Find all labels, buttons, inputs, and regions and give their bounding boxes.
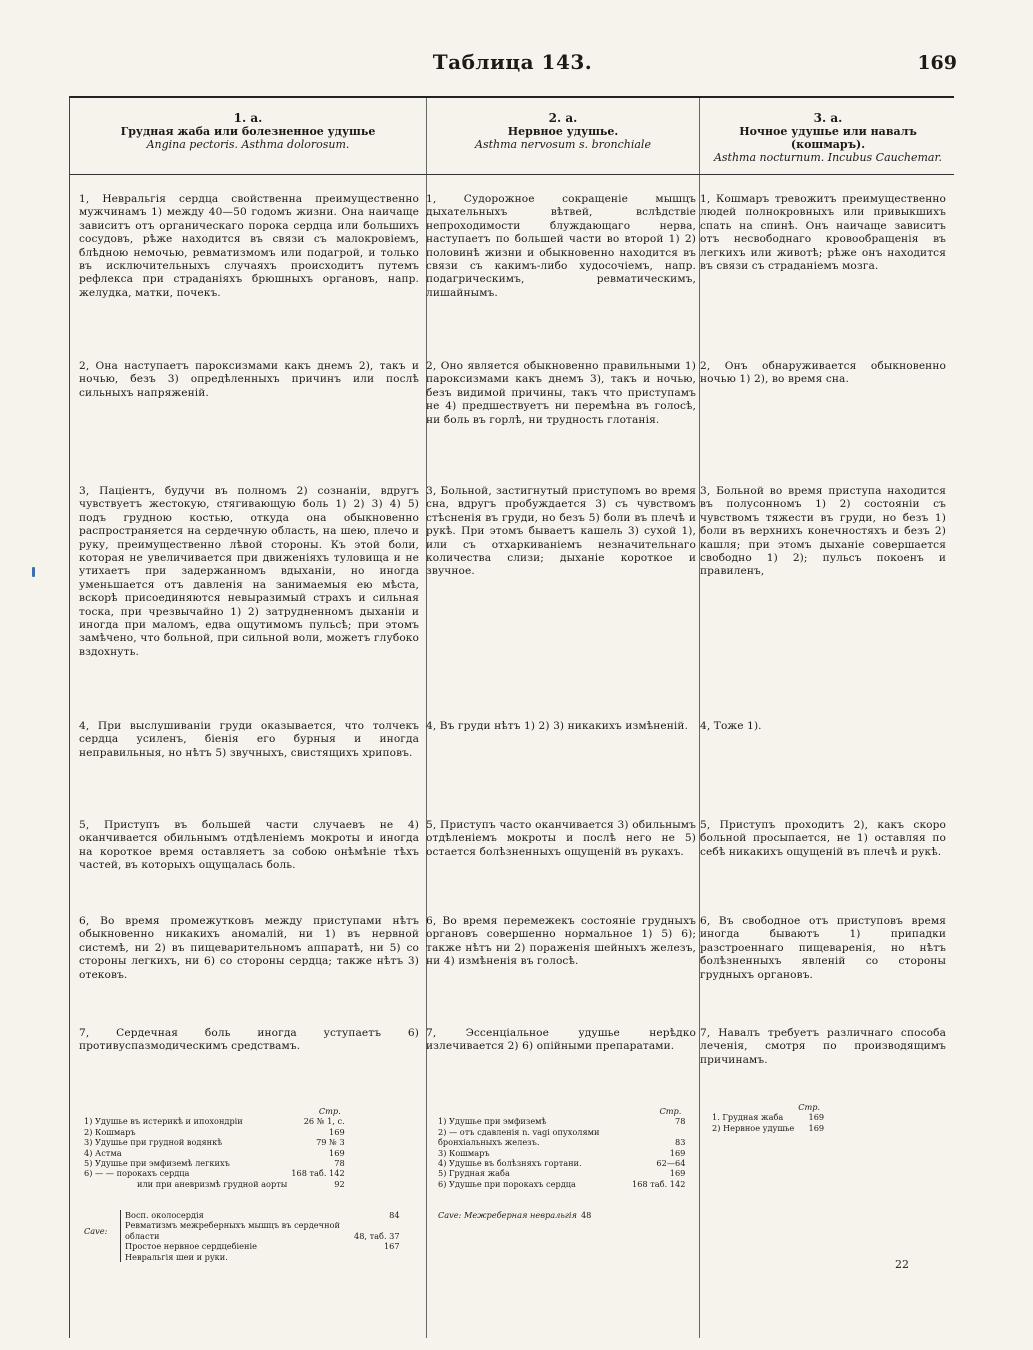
cave-block-col-1: [84, 1210, 424, 1270]
header-rule: [70, 174, 954, 175]
footnote-item: 2) Кошмаръ 169: [84, 1126, 345, 1137]
footnote-item: 1) Удушье при эмфиземѣ 78: [438, 1116, 686, 1127]
cave-label: Cave:: [84, 1226, 108, 1236]
footnote-item: 3) Кошмаръ 169: [438, 1147, 686, 1158]
column-number: 3. a.: [813, 111, 843, 125]
column-header-2: [432, 112, 694, 151]
cave-item: Ревматизмъ межреберныхъ мышцъ въ сердечной области: [125, 1220, 340, 1241]
row-2-col-1: 2, Она наступаетъ пароксизмами какъ днемъ 2), такъ и ночью, безъ 3) опредѣленныхъ причинъ или послѣ сильныхъ напряженій.: [79, 360, 419, 399]
footnote-item: 1. Грудная жаба 169: [712, 1112, 825, 1123]
row-1-col-2: 1, Судорожное сокращеніе мышцъ дыхательныхъ вѣтвей, вслѣдствіе непроходимости блуждающаго нерва, наступаетъ по большей части во второй 1) 2) половинѣ жизни и обыкновенно находится въ связи съ какимъ-либо худосочіемъ, напр. подагрическимъ, ревматическимъ, лишайнымъ.: [426, 193, 696, 299]
row-5-col-2: 5, Приступъ часто оканчивается 3) обильнымъ отдѣленіемъ мокроты и послѣ него не 5) остается болѣзненныхъ ощущеній въ рукахъ.: [426, 819, 696, 858]
column-header-1: [78, 112, 418, 151]
row-3-col-3: 3, Больной во время приступа находится въ полусонномъ 1) 2) состояніи съ чувствомъ тяжести въ груди, но безъ 1) боли въ верхнихъ конечностяхъ и безъ 2) кашля; при этомъ дыханіе совершается свободно 1) 2); пульсъ покоенъ и правиленъ,: [700, 485, 946, 578]
cave-item: Невральгія шеи и руки.: [125, 1251, 228, 1262]
footnotes-col-2: [436, 1106, 696, 1189]
column-title-la: Angina pectoris. Asthma dolorosum.: [146, 138, 350, 151]
row-6-col-1: 6, Во время промежутковъ между приступами нѣтъ обыкновенно никакихъ аномалій, ни 1) въ нервной системѣ, ни 2) въ пищеварительномъ аппаратѣ, ни 5) со стороны легкихъ, ни 6) со стороны сердца; также нѣтъ 3) отековъ.: [79, 915, 419, 981]
page-title: Таблица 143.: [432, 50, 593, 74]
footnote-item: 6) Удушье при порокахъ сердца 168 таб. 142: [438, 1178, 686, 1189]
row-7-col-1: 7, Сердечная боль иногда уступаетъ 6) противуспазмодическимъ средствамъ.: [79, 1027, 419, 1053]
row-5-col-1: 5, Приступъ въ большей части случаевъ не 4) оканчивается обильнымъ отдѣленіемъ мокроты и иногда на короткое время оставляетъ за собою онѣмѣніе тѣхъ частей, въ которыхъ ощущалась боль.: [79, 819, 419, 872]
row-7-col-3: 7, Навалъ требуетъ различнаго способа леченія, смотря по производящимъ причинамъ.: [700, 1027, 946, 1066]
row-4-col-1: 4, При выслушиваніи груди оказывается, что толчекъ сердца усиленъ, біенія его бурныя и иногда неправильныя, но нѣтъ 5) звучныхъ, свистящихъ хриповъ.: [79, 720, 419, 759]
footnotes-col-1: [82, 1106, 422, 1189]
column-header-3: [703, 112, 953, 164]
page-number: 169: [917, 52, 957, 74]
column-title-la: Asthma nervosum s. bronchiale: [475, 138, 651, 151]
row-3-col-2: 3, Больной, застигнутый приступомъ во время сна, вдругъ пробуждается 3) съ чувствомъ стѣсненія въ груди, но безъ 5) боли въ плечѣ и рукѣ. При этомъ бываетъ кашель 3) сухой 1), или съ отхаркиваніемъ незначительнаго количества слизи; дыханіе короткое и звучное.: [426, 485, 696, 578]
column-number: 2. a.: [548, 111, 578, 125]
row-1-col-1: 1, Невральгія сердца свойственна преимущественно мужчинамъ 1) между 40—50 годомъ жизни. Она наичаще зависитъ отъ органическаго порока сердца или большихъ сосудовъ, рѣже находится въ связи съ малокровіемъ, блѣдною немочью, ревматизмомъ или подагрой, и только въ исключительныхъ случаяхъ происходитъ путемъ рефлекса при страданіяхъ брюшныхъ органовъ, напр. желудка, матки, почекъ.: [79, 193, 419, 299]
cave-item: Cave: Межреберная невральгія: [438, 1210, 577, 1220]
footnote-item: 6) — — порокахъ сердца 168 таб. 142: [84, 1168, 345, 1179]
row-7-col-2: 7, Эссенціальное удушье нерѣдко излечивается 2) 6) опійными препаратами.: [426, 1027, 696, 1053]
footnote-item: 5) Грудная жаба 169: [438, 1168, 686, 1179]
signature-mark: 22: [895, 1258, 909, 1271]
row-4-col-2: 4, Въ груди нѣтъ 1) 2) 3) никакихъ измѣненій.: [426, 720, 689, 732]
row-5-col-3: 5, Приступъ проходитъ 2), какъ скоро больной просыпается, не 1) оставляя по себѣ никакихъ ощущеній въ плечѣ и рукѣ.: [700, 819, 946, 858]
row-6-col-3: 6, Въ свободное отъ приступовъ время иногда бываютъ 1) припадки разстроеннаго пищеваренія, но нѣтъ болѣзненныхъ явленій со стороны грудныхъ органовъ.: [700, 915, 946, 981]
row-6-col-2: 6, Во время перемежекъ состояніе грудныхъ органовъ совершенно нормальное 1) 5) 6); также нѣтъ ни 2) пораженія шейныхъ железъ, ни 4) измѣненія въ голосѣ.: [426, 915, 696, 968]
footnote-item: 4) Удушье въ болѣзняхъ гортани. 62—64: [438, 1158, 686, 1169]
footnote-item: или при аневризмѣ грудной аорты 92: [137, 1178, 345, 1189]
footnote-item: 3) Удушье при грудной водянкѣ 79 № 3: [84, 1137, 345, 1148]
cave-list: [120, 1210, 355, 1262]
column-title-ru: Нервное удушье.: [507, 125, 619, 138]
str-label: Стр.: [798, 1102, 821, 1112]
str-label: Стр.: [318, 1106, 341, 1116]
cave-item: Простое нервное сердцебіеніе: [125, 1241, 257, 1252]
cave-pages: 84 48, таб. 37 167: [354, 1210, 400, 1252]
column-title-ru: Грудная жаба или болезненное удушье: [120, 125, 376, 138]
cave-block-col-2: Cave: Межреберная невральгія 48: [438, 1210, 592, 1220]
row-2-col-3: 2, Онъ обнаруживается обыкновенно ночью 1) 2), во время сна.: [700, 360, 946, 386]
ink-mark: [32, 567, 35, 577]
footnote-item: 2) Нервное удушье 169: [712, 1122, 825, 1133]
footnotes-col-3: [710, 1102, 940, 1133]
row-1-col-3: 1, Кошмаръ тревожитъ преимущественно людей полнокровныхъ или привыкшихъ спать на спинѣ. Онъ наичаще зависитъ отъ несвободнаго кровообращенія въ легкихъ или животѣ; рѣже онъ находится въ связи съ страданіемъ мозга.: [700, 193, 946, 273]
column-divider: [699, 98, 700, 1338]
footnote-item: 1) Удушье въ истерикѣ и ипохондріи 26 № 1, с.: [84, 1116, 345, 1127]
footnote-item: 2) — отъ сдавленія n. vagi опухолями бронхіальныхъ железъ. 83: [438, 1126, 686, 1148]
cave-item: Восп. околосердія: [125, 1210, 204, 1220]
str-label: Стр.: [659, 1106, 682, 1116]
row-2-col-2: 2, Оно является обыкновенно правильными 1) пароксизмами какъ днемъ 3), такъ и ночью, безъ видимой причины, такъ что приступамъ не 4) предшествуетъ ни перемѣна въ голосѣ, ни боль въ горлѣ, ни трудность глотанія.: [426, 360, 696, 426]
column-number: 1. a.: [233, 111, 263, 125]
footnote-item: 4) Астма 169: [84, 1147, 345, 1158]
column-title-ru: Ночное удушье или навалъ (кошмаръ).: [739, 125, 917, 151]
footnote-item: 5) Удушье при эмфиземѣ легкихъ 78: [84, 1158, 345, 1169]
column-title-la: Asthma nocturnum. Incubus Cauchemar.: [713, 151, 943, 164]
row-3-col-1: 3, Паціентъ, будучи въ полномъ 2) сознаніи, вдругъ чувствуетъ жестокую, стягивающую боль 1) 2) 3) 4) 5) подъ грудною костью, откуда она обыкновенно распространяется на сердечную область, на шею, плечо и руку, преимущественно лѣвой стороны. Къ этой боли, которая не увеличивается при движеніяхъ туловища и не утихаетъ при задержанномъ вдыханіи, но иногда уменьшается отъ давленія на занимаемыя ею мѣста, вскорѣ присоединяются невыразимый страхъ и сильная тоска, при чрезвычайно 1) 2) затрудненномъ дыханіи и иногда при маломъ, едва ощутимомъ пульсѣ; при этомъ замѣчено, что больной, при сильной воли, можетъ глубоко вздохнуть.: [79, 485, 419, 658]
row-4-col-3: 4, Тоже 1).: [700, 720, 762, 732]
